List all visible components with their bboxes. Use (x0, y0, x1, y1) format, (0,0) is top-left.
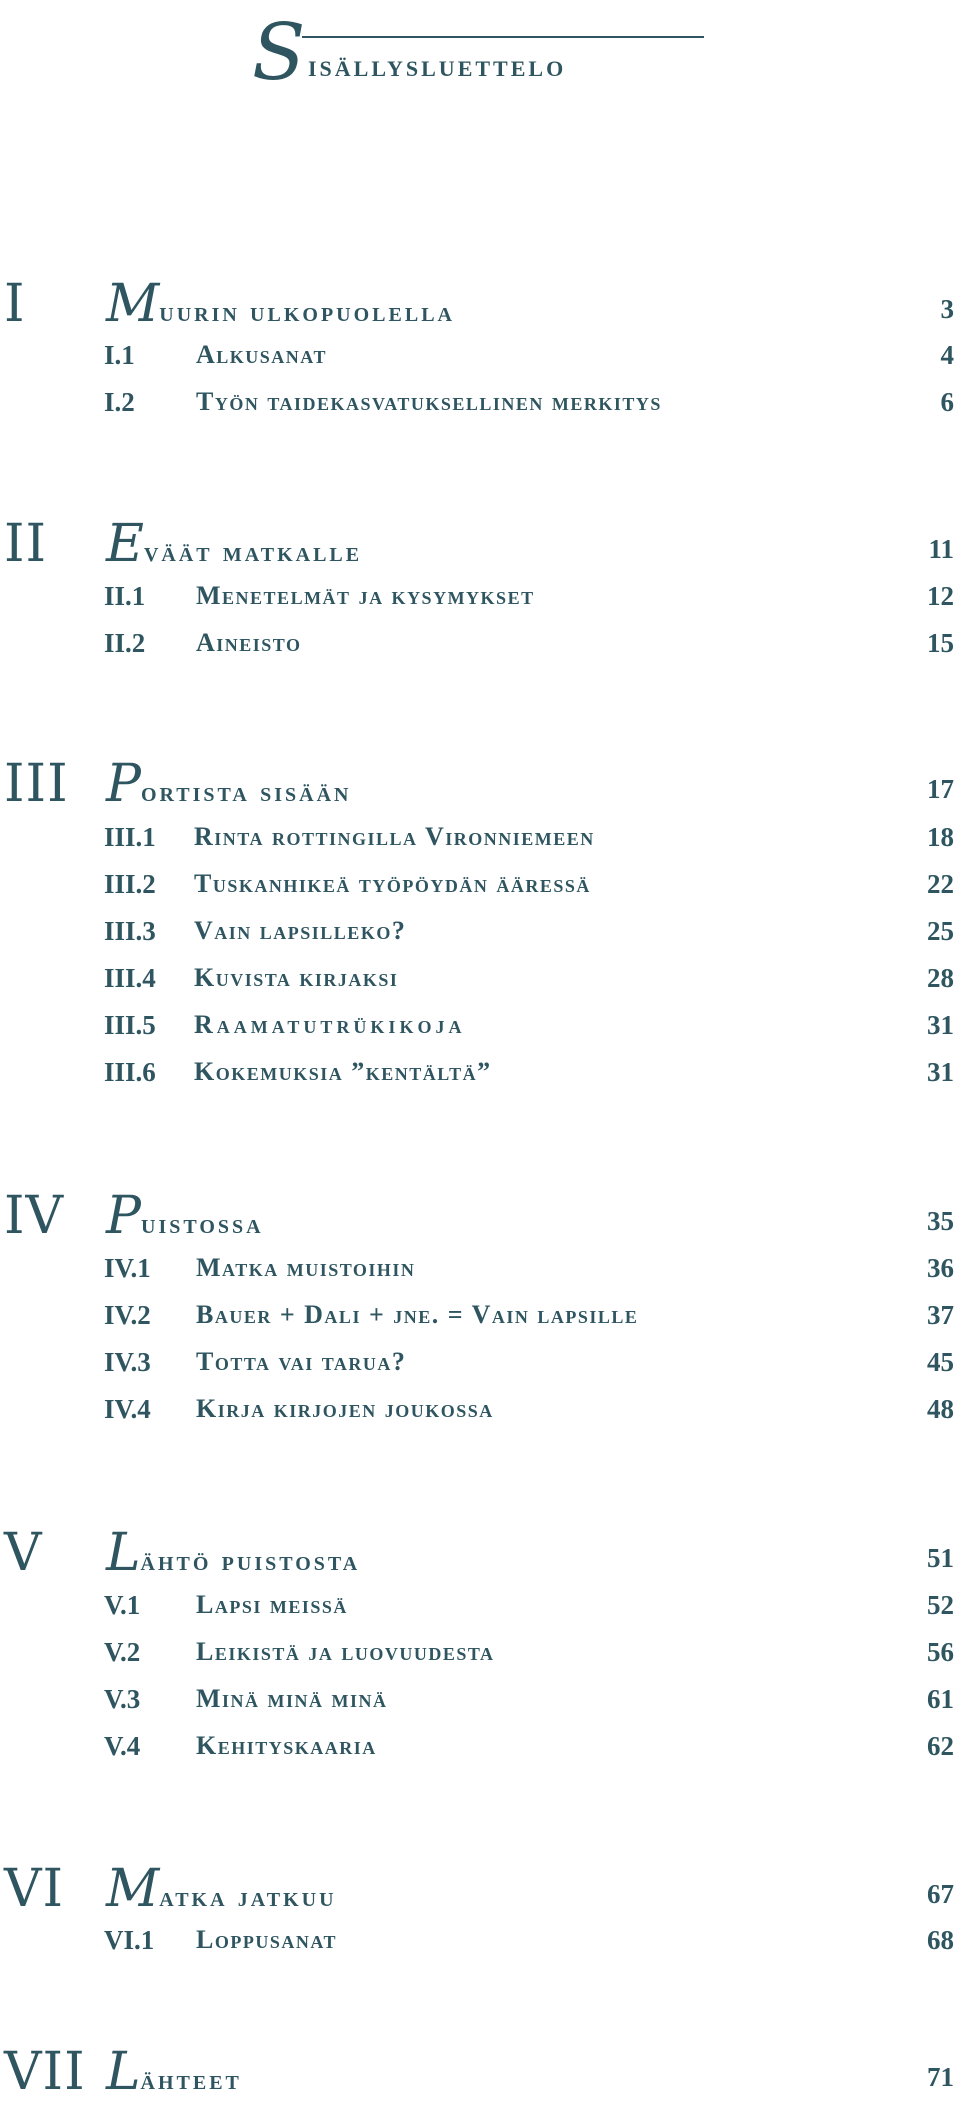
chapter-page: 51 (927, 1543, 954, 1573)
entry-title: Kuvista kirjaksi (194, 963, 399, 992)
toc-entry-vi-1[interactable] (0, 1922, 960, 1968)
entry-title: Vain lapsilleko? (194, 916, 407, 945)
entry-title: Leikistä ja luovuudesta (196, 1637, 495, 1666)
toc-entry-iii-5[interactable] (0, 1007, 960, 1053)
heading-initial: S (252, 8, 306, 98)
entry-number: IV.1 (104, 1253, 151, 1283)
entry-number: V.2 (104, 1637, 141, 1667)
chapter-numeral: I (4, 274, 26, 334)
chapter-page: 11 (928, 534, 954, 564)
entry-page: 36 (927, 1253, 954, 1283)
entry-page: 68 (927, 1925, 954, 1955)
entry-page: 22 (927, 869, 954, 899)
entry-title: Työn taidekasvatuksellinen merkitys (196, 387, 662, 416)
toc-entry-iii-4[interactable] (0, 960, 960, 1006)
heading-text: isällysluettelo (308, 48, 567, 83)
entry-page: 45 (927, 1347, 954, 1377)
entry-number: I.1 (104, 340, 135, 370)
toc-entry-v-1[interactable] (0, 1587, 960, 1633)
entry-number: V.3 (104, 1684, 141, 1714)
entry-number: III.5 (104, 1010, 156, 1040)
entry-page: 25 (927, 916, 954, 946)
entry-number: III.2 (104, 869, 156, 899)
toc-entry-v-4[interactable] (0, 1728, 960, 1774)
entry-number: III.1 (104, 822, 156, 852)
entry-page: 6 (940, 387, 954, 417)
toc-entry-v-2[interactable] (0, 1634, 960, 1680)
chapter-title: Lähteet (106, 2042, 242, 2102)
entry-number: V.1 (104, 1590, 141, 1620)
entry-title: Raamatutrükikoja (194, 1010, 466, 1039)
toc-entry-iv-4[interactable] (0, 1391, 960, 1437)
chapter-numeral: V (4, 1523, 43, 1583)
entry-page: 37 (927, 1300, 954, 1330)
entry-number: II.2 (104, 628, 146, 658)
entry-number: III.6 (104, 1057, 156, 1087)
toc-entry-i-1[interactable] (0, 337, 960, 383)
entry-title: Alkusanat (196, 340, 327, 369)
chapter-numeral: VI (4, 1859, 65, 1919)
entry-title: Bauer + Dali + jne. = Vain lapsille (196, 1300, 639, 1329)
toc-entry-ii-1[interactable] (0, 578, 960, 624)
heading-rule (302, 36, 704, 38)
entry-number: II.1 (104, 581, 146, 611)
entry-page: 52 (927, 1590, 954, 1620)
toc-heading (252, 8, 704, 98)
entry-number: III.4 (104, 963, 156, 993)
chapter-title: Eväät matkalle (106, 514, 363, 574)
chapter-title: Puistossa (106, 1186, 264, 1246)
toc-entry-i-2[interactable] (0, 384, 960, 430)
entry-title: Aineisto (196, 628, 302, 657)
entry-title: Kirja kirjojen joukossa (196, 1394, 494, 1423)
entry-title: Kehityskaaria (196, 1731, 377, 1760)
chapter-title: Lähtö puistosta (106, 1523, 361, 1583)
entry-page: 31 (927, 1057, 954, 1087)
chapter-page: 35 (927, 1206, 954, 1236)
entry-page: 4 (940, 340, 954, 370)
entry-number: IV.3 (104, 1347, 151, 1377)
entry-page: 61 (927, 1684, 954, 1714)
entry-number: I.2 (104, 387, 135, 417)
toc-entry-iv-1[interactable] (0, 1250, 960, 1296)
entry-page: 12 (927, 581, 954, 611)
entry-title: Loppusanat (196, 1925, 338, 1954)
toc-entry-iii-1[interactable] (0, 819, 960, 865)
chapter-title: Portista sisään (106, 754, 352, 814)
chapter-numeral: II (4, 514, 48, 574)
entry-page: 48 (927, 1394, 954, 1424)
entry-page: 62 (927, 1731, 954, 1761)
entry-page: 31 (927, 1010, 954, 1040)
entry-title: Matka muistoihin (196, 1253, 416, 1282)
entry-number: VI.1 (104, 1925, 155, 1955)
entry-title: Menetelmät ja kysymykset (196, 581, 535, 610)
chapter-numeral: VII (4, 2042, 86, 2102)
toc-entry-v-3[interactable] (0, 1681, 960, 1727)
entry-title: Totta vai tarua? (196, 1347, 407, 1376)
entry-title: Kokemuksia ”kentältä” (194, 1057, 492, 1086)
entry-page: 56 (927, 1637, 954, 1667)
entry-number: IV.4 (104, 1394, 151, 1424)
chapter-title: Muurin ulkopuolella (106, 274, 455, 334)
entry-title: Minä minä minä (196, 1684, 388, 1713)
toc-entry-iii-6[interactable] (0, 1054, 960, 1100)
entry-page: 18 (927, 822, 954, 852)
chapter-numeral: IV (4, 1186, 65, 1246)
chapter-page: 3 (940, 294, 954, 324)
entry-page: 28 (927, 963, 954, 993)
entry-number: V.4 (104, 1731, 141, 1761)
entry-title: Lapsi meissä (196, 1590, 348, 1619)
toc-entry-ii-2[interactable] (0, 625, 960, 671)
chapter-page: 71 (927, 2062, 954, 2092)
entry-title: Tuskanhikeä työpöydän ääressä (194, 869, 591, 898)
entry-title: Rinta rottingilla Vironniemeen (194, 822, 595, 851)
entry-number: III.3 (104, 916, 156, 946)
entry-number: IV.2 (104, 1300, 151, 1330)
entry-page: 15 (927, 628, 954, 658)
toc-entry-iv-2[interactable] (0, 1297, 960, 1343)
toc-entry-iii-3[interactable] (0, 913, 960, 959)
chapter-page: 67 (927, 1879, 954, 1909)
toc-entry-iii-2[interactable] (0, 866, 960, 912)
chapter-numeral: III (4, 754, 69, 814)
chapter-title: Matka jatkuu (106, 1859, 337, 1919)
chapter-page: 17 (927, 774, 954, 804)
toc-entry-iv-3[interactable] (0, 1344, 960, 1390)
